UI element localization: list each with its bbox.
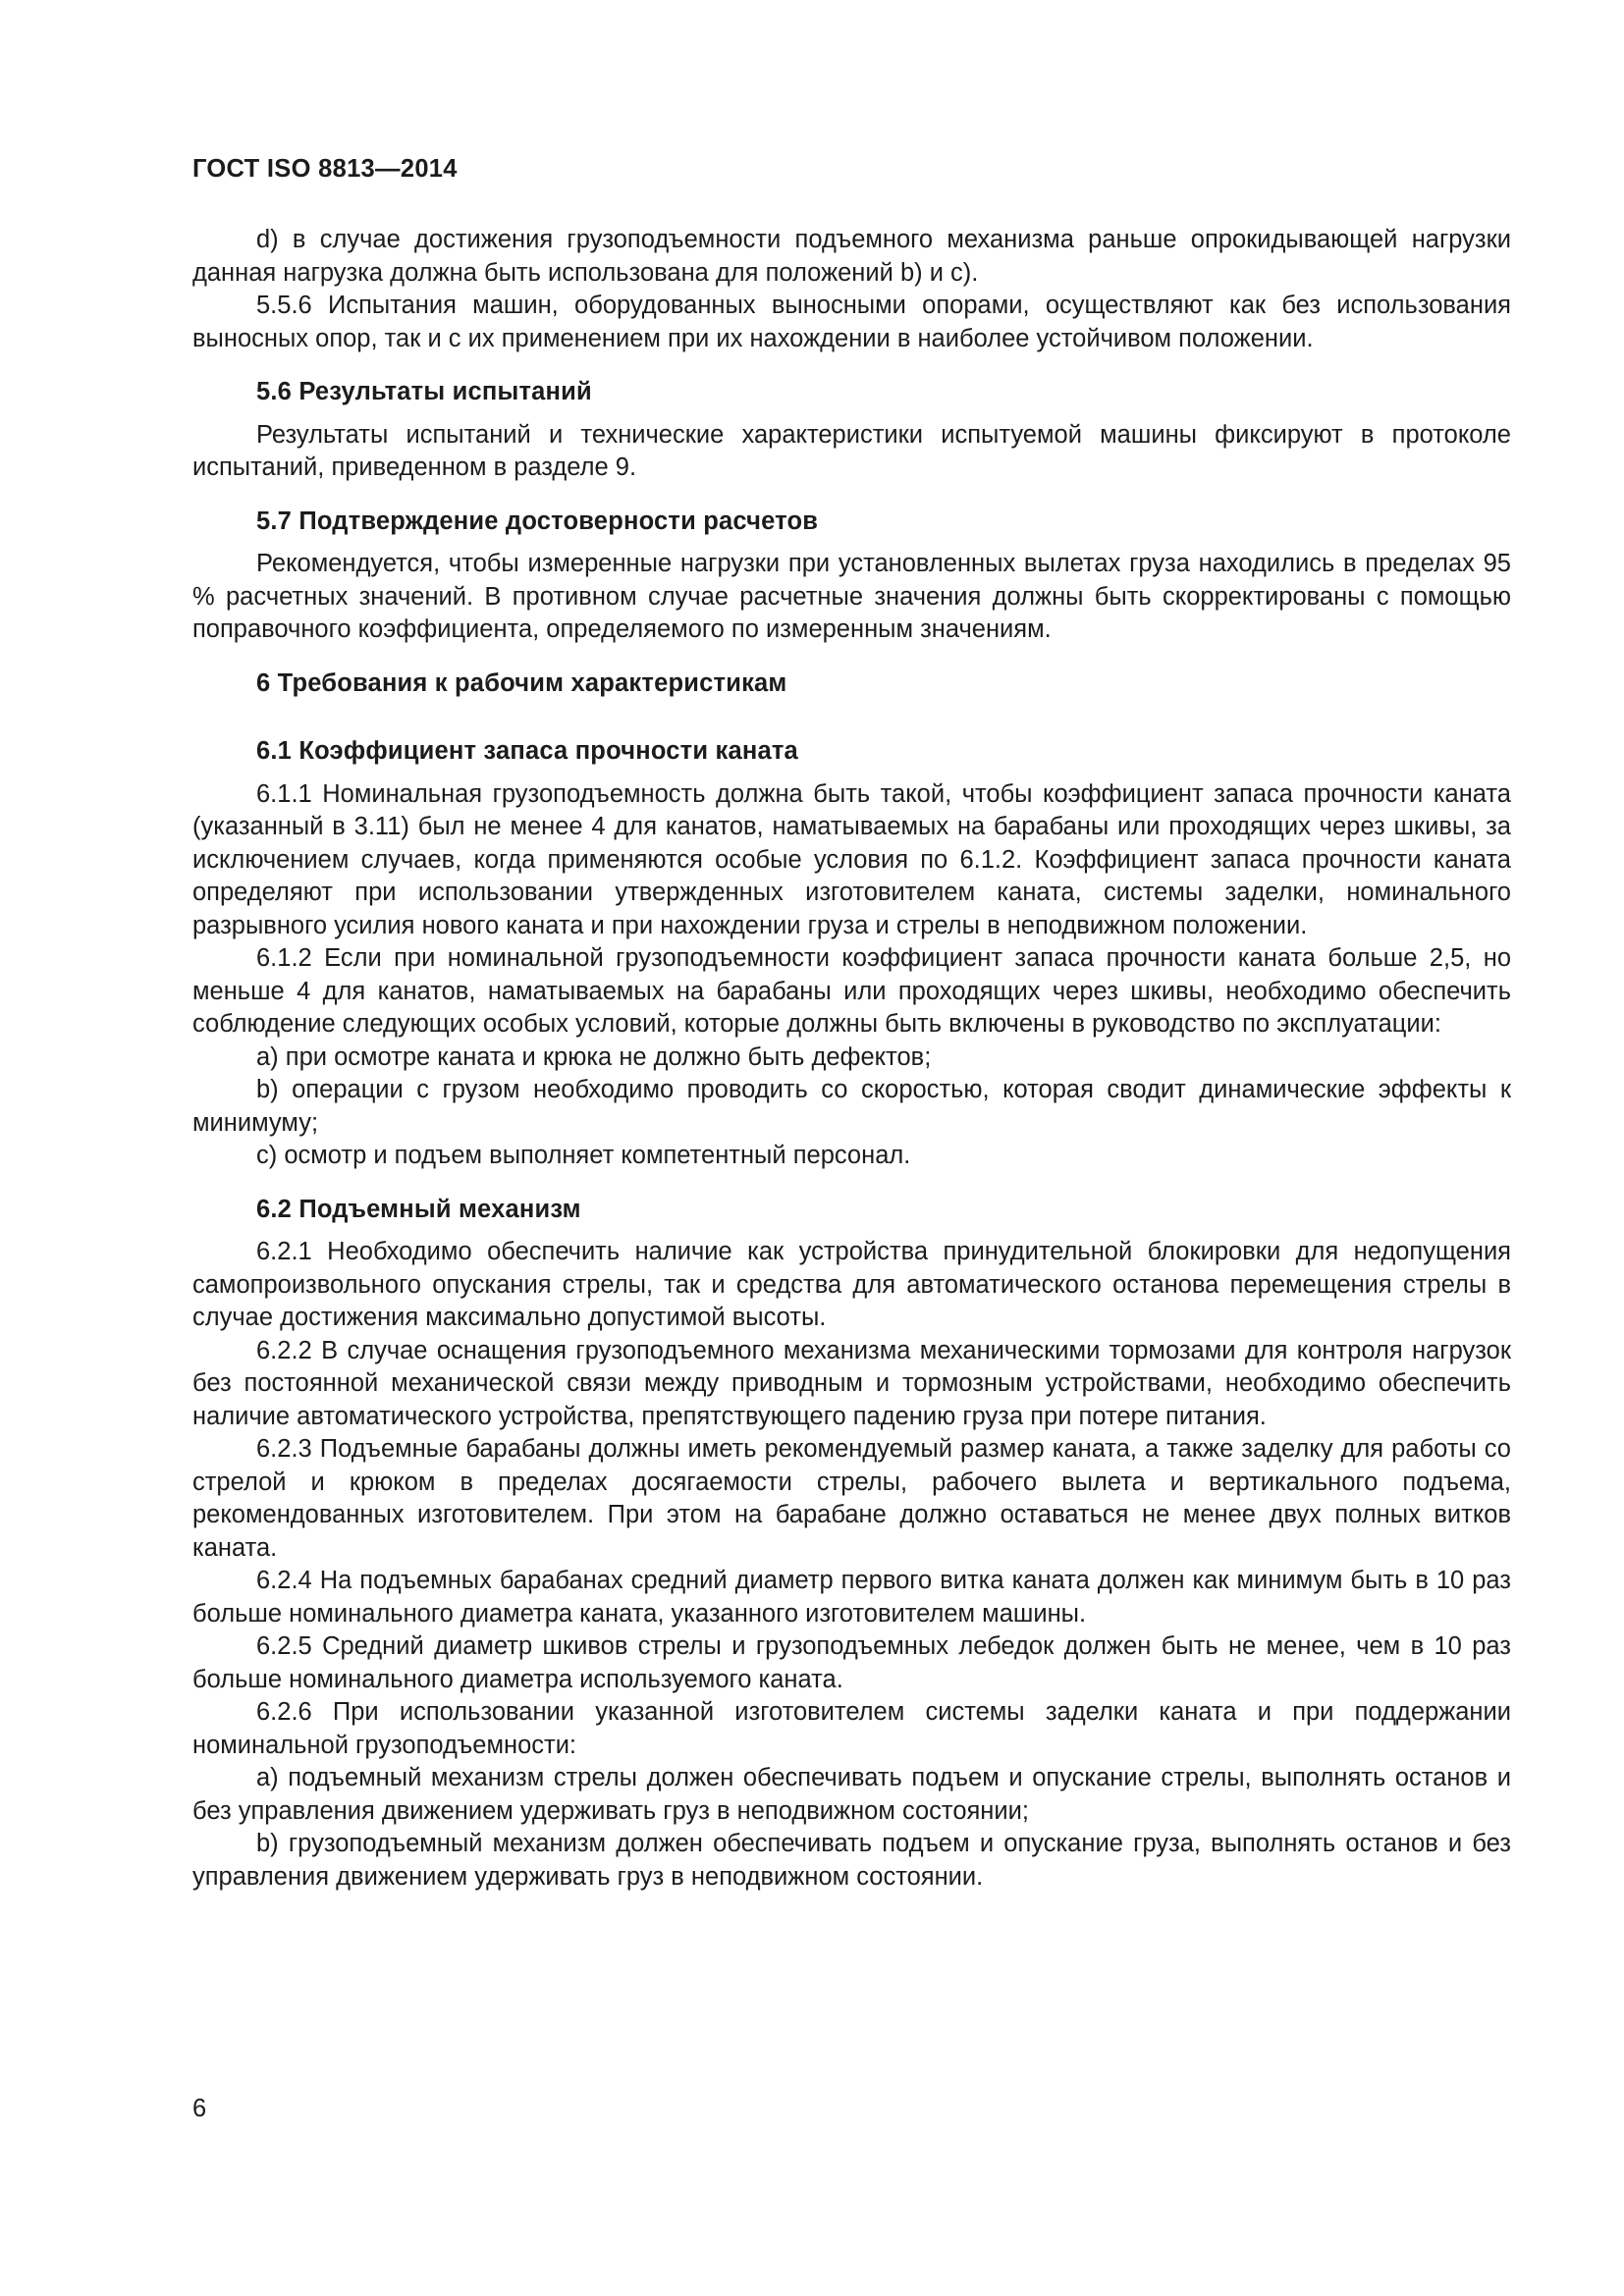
- list-item-6-2-6-a: a) подъемный механизм стрелы должен обеспечивать подъем и опускание стрелы, выполнять останов и без управления движением удерживать груз в неподвижном состоянии;: [192, 1764, 1511, 1825]
- paragraph-6-2-3: 6.2.3 Подъемные барабаны должны иметь рекомендуемый размер каната, а также заделку для работы со стрелой и крюком в пределах досягаемости стрелы, рабочего вылета и вертикального подъема, рекомендованных изготовителем. При этом на барабане должно оставаться не менее двух полных витков каната.: [192, 1435, 1511, 1562]
- list-item-6-2-6-b: b) грузоподъемный механизм должен обеспечивать подъем и опускание груза, выполнять останов и без управления движением удерживать груз в неподвижном состоянии.: [192, 1830, 1511, 1891]
- paragraph-5-5-6: 5.5.6 Испытания машин, оборудованных выносными опорами, осуществляют как без использования выносных опор, так и с их применением при их нахождении в наиболее устойчивом положении.: [192, 292, 1511, 352]
- paragraph-5-7: Рекомендуется, чтобы измеренные нагрузки при установленных вылетах груза находились в пределах 95 % расчетных значений. В противном случае расчетные значения должны быть скорректированы с помощью поправочного коэффициента, определяемого по измеренным значениям.: [192, 550, 1511, 643]
- paragraph-6-1-1: 6.1.1 Номинальная грузоподъемность должна быть такой, чтобы коэффициент запаса прочности каната (указанный в 3.11) был не менее 4 для канатов, наматываемых на барабаны или проходящих через шкивы, за исключением случаев, когда применяются особые условия по 6.1.2. Коэффициент запаса прочности каната определяют при использовании утвержденных изготовителем каната, системы заделки, номинального разрывного усилия нового каната и при нахождении груза и стрелы в неподвижном положении.: [192, 779, 1511, 939]
- page-number: 6: [192, 2095, 207, 2122]
- section-heading-5-6: 5.6 Результаты испытаний: [256, 378, 592, 405]
- paragraph-5-5-5-d: d) в случае достижения грузоподъемности подъемного механизма раньше опрокидывающей нагрузки данная нагрузка должна быть использована для положений b) и c).: [192, 226, 1511, 287]
- paragraph-6-2-6: 6.2.6 При использовании указанной изготовителем системы заделки каната и при поддержании номинальной грузоподъемности:: [192, 1698, 1511, 1759]
- section-heading-6-2: 6.2 Подъемный механизм: [256, 1195, 581, 1223]
- document-body: [192, 224, 1511, 1894]
- section-heading-6-1: 6.1 Коэффициент запаса прочности каната: [256, 737, 798, 765]
- paragraph-6-1-2: 6.1.2 Если при номинальной грузоподъемности коэффициент запаса прочности каната больше 2,5, но меньше 4 для канатов, наматываемых на барабаны или проходящих через шкивы, необходимо обеспечить соблюдение следующих особых условий, которые должны быть включены в руководство по эксплуатации:: [192, 944, 1511, 1038]
- paragraph-6-2-4: 6.2.4 На подъемных барабанах средний диаметр первого витка каната должен как минимум быть в 10 раз больше номинального диаметра каната, указанного изготовителем машины.: [192, 1567, 1511, 1628]
- paragraph-5-6: Результаты испытаний и технические характеристики испытуемой машины фиксируют в протоколе испытаний, приведенном в разделе 9.: [192, 420, 1511, 481]
- document-code-header: ГОСТ ISO 8813—2014: [192, 155, 458, 183]
- list-item-6-1-2-b: b) операции с грузом необходимо проводить со скоростью, которая сводит динамические эффекты к минимуму;: [192, 1076, 1511, 1137]
- paragraph-6-2-5: 6.2.5 Средний диаметр шкивов стрелы и грузоподъемных лебедок должен быть не менее, чем в 10 раз больше номинального диаметра используемого каната.: [192, 1632, 1511, 1693]
- section-heading-5-7: 5.7 Подтверждение достоверности расчетов: [256, 507, 819, 535]
- list-item-6-1-2-a: a) при осмотре каната и крюка не должно быть дефектов;: [256, 1042, 932, 1071]
- chapter-heading-6: 6 Требования к рабочим характеристикам: [256, 668, 787, 697]
- list-item-6-1-2-c: c) осмотр и подъем выполняет компетентный персонал.: [256, 1142, 911, 1169]
- paragraph-6-2-2: 6.2.2 В случае оснащения грузоподъемного механизма механическими тормозами для контроля нагрузок без постоянной механической связи между приводным и тормозным устройствами, необходимо обеспечить наличие автоматического устройства, препятствующего падению груза при потере питания.: [192, 1336, 1511, 1430]
- paragraph-6-2-1: 6.2.1 Необходимо обеспечить наличие как устройства принудительной блокировки для недопущения самопроизвольного опускания стрелы, так и средства для автоматического останова перемещения стрелы в случае достижения максимально допустимой высоты.: [192, 1238, 1511, 1331]
